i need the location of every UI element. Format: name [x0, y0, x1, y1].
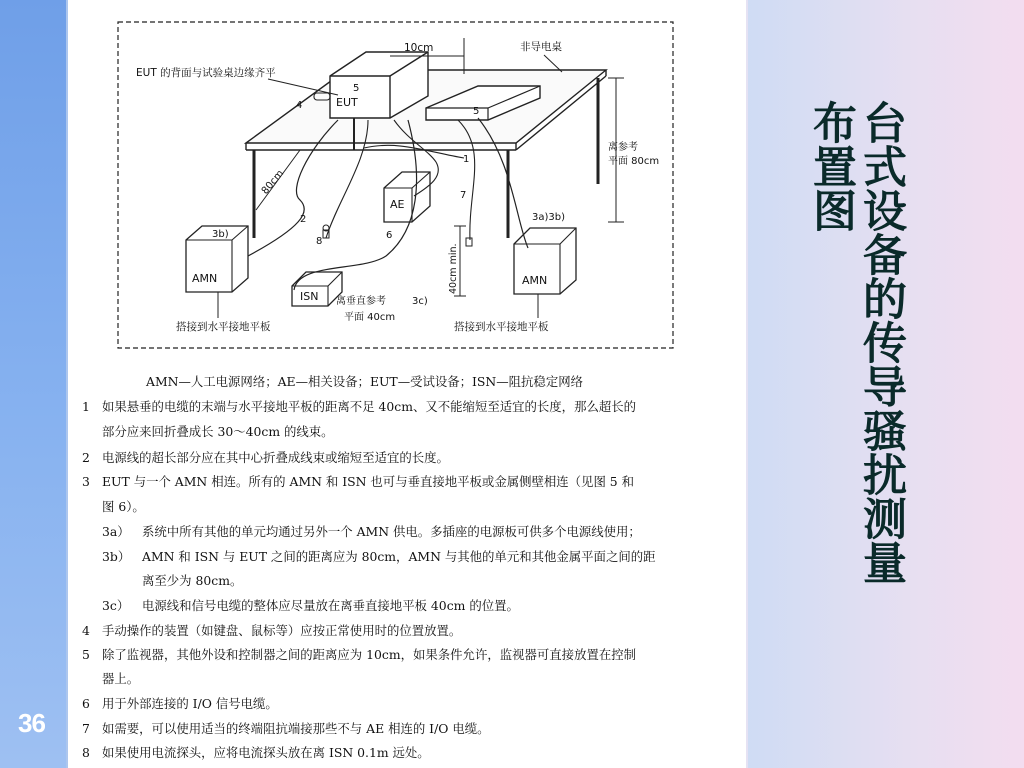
slide-title-line-2: 布置图	[805, 100, 856, 232]
vref-label-1: 离垂直参考	[336, 296, 386, 307]
ref-label-1: 离参考	[608, 142, 638, 153]
label-6: 6	[386, 230, 393, 241]
eut-back-label: EUT 的背面与试验桌边缘齐平	[136, 67, 276, 79]
amn-right-tag: 3a)3b)	[532, 212, 566, 223]
left-gradient-band	[0, 0, 66, 768]
dim-80cm-label: 80cm	[259, 168, 287, 197]
vref-tag: 3c)	[412, 296, 428, 307]
page-number: 36	[18, 708, 45, 738]
amn-right-label: AMN	[522, 274, 548, 287]
label-1: 1	[463, 154, 470, 165]
label-7: 7	[460, 190, 467, 201]
amn-left-tag: 3b)	[212, 229, 229, 240]
dim-40cm-min-label: 40cm min.	[448, 243, 459, 294]
ae-box	[384, 172, 430, 222]
setup-diagram	[68, 0, 746, 362]
label-8: 8	[316, 236, 323, 247]
eut-label: EUT	[336, 96, 358, 109]
ref-label-2: 平面 80cm	[608, 156, 660, 167]
table-label: 非导电桌	[520, 41, 562, 53]
amn-left-label: AMN	[192, 272, 218, 285]
dim-10cm-label: 10cm	[404, 42, 434, 54]
eut-number: 5	[353, 83, 360, 94]
setup-diagram-svg	[68, 0, 746, 362]
isn-label: ISN	[300, 290, 319, 303]
slide-title	[775, 100, 905, 680]
vref-label-2: 平面 40cm	[344, 312, 396, 323]
label-4: 4	[296, 100, 303, 111]
ae-label: AE	[390, 198, 405, 211]
slide-title-line-1: 台式设备的传导骚扰测量	[855, 100, 906, 584]
label-2: 2	[300, 214, 307, 225]
bond-right-label: 搭接到水平接地平板	[454, 321, 549, 333]
scanned-document: EUT 5 5 4 EUT 的背面与试验桌边缘齐平 10cm 非导电桌 AE AMN 3b) AMN 3a)3b) ISN 1 2 6 7 8 80cm 40cm min. 离参考 平面 80cm 离垂直参考 3c) 平面 40cm 搭接到水平接地平板 搭接到水平接地平板 AMN—人工电源网络；AE—相关设备；EUT—受试设备；ISN—阻抗稳定网络 1 如果悬垂的电缆的末端与水平接地平板的距离不足 40cm、又不能缩短至适宜的长度，那么超长的 部分应来回折叠成长 30～40cm 的线束。 2 电源线的超长部分应在其中心折叠成线束或缩短至适宜的长度。 3 EUT 与一个 AMN 相连。所有的 AMN 和 ISN 也可与垂直接地平板或金属侧壁相连（见图 5 和 图 6）。 3a） 系统中所有其他的单元均通过另外一个 AMN 供电。多插座的电源板可供多个电源线使用； 3b） AMN 和 ISN 与 EUT 之间的距离应为 80cm，AMN 与其他的单元和其他金属平面之间的距 离至少为 80cm。 3c） 电源线和信号电缆的整体应尽量放在离垂直接地平板 40cm 的位置。 4 手动操作的装置（如键盘、鼠标等）应按正常使用时的位置放置。 5 除了监视器，其他外设和控制器之间的距离应为 10cm，如果条件允许，监视器可直接放置在控制 器上。 6 用于外部连接的 I/O 信号电缆。 7 如需要，可以使用适当的终端阻抗端接那些不与 AE 相连的 I/O 电缆。 8 如果使用电流探头，应将电流探头放在离 ISN 0.1m 远处。	[68, 0, 746, 768]
peripheral-number: 5	[473, 106, 480, 117]
bond-left-label: 搭接到水平接地平板	[176, 321, 271, 333]
abbreviation-legend: AMN—人工电源网络；AE—相关设备；EUT—受试设备；ISN—阻抗稳定网络	[146, 374, 583, 389]
